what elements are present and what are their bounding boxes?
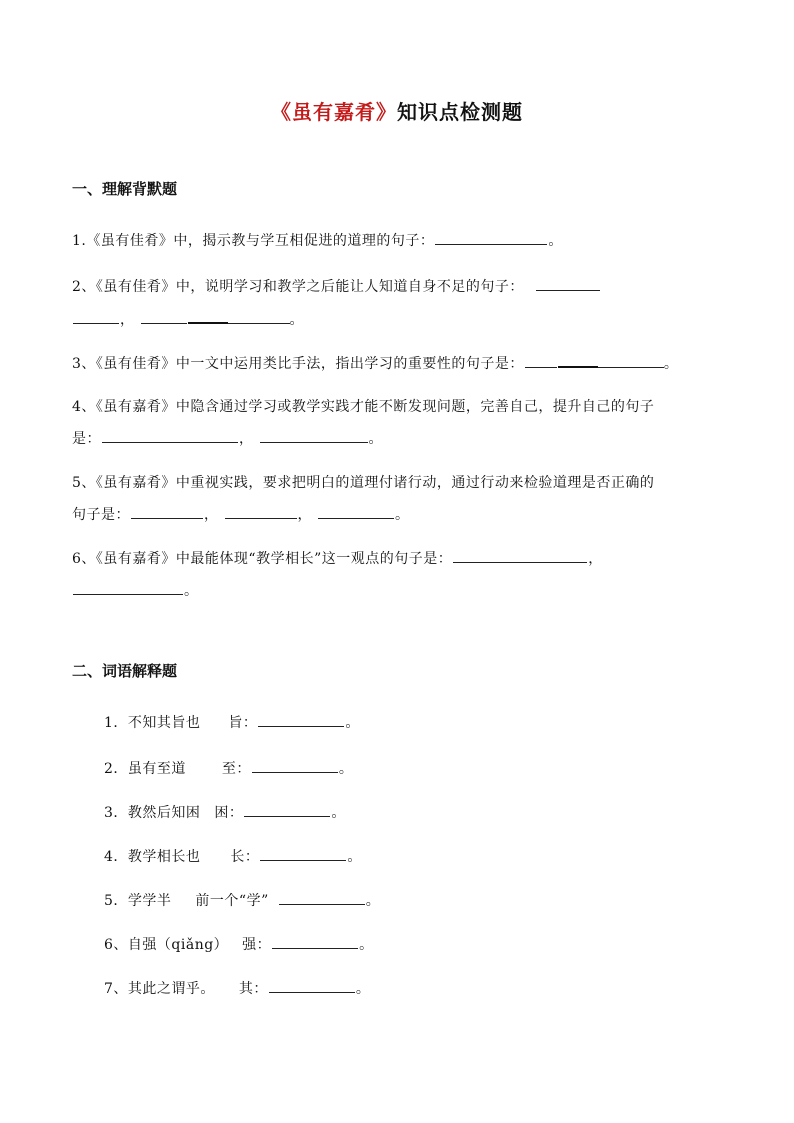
vocab-phrase: 1．不知其旨也 xyxy=(104,715,201,731)
title-rest: 知识点检测题 xyxy=(397,100,523,124)
answer-blank[interactable] xyxy=(102,428,238,443)
question-2-text: 2、《虽有佳肴》中，说明学习和教学之后能让人知道自身不足的句子： xyxy=(72,279,524,295)
question-4-comma: ， xyxy=(239,431,254,447)
question-2-end: 。 xyxy=(289,312,304,328)
vocab-item-6 xyxy=(104,934,374,954)
question-5-comma-2: ， xyxy=(297,507,312,523)
answer-blank[interactable] xyxy=(279,890,365,905)
question-4-line2 xyxy=(72,428,383,448)
answer-blank[interactable] xyxy=(598,353,664,368)
question-6-end: 。 xyxy=(184,583,199,599)
page-title xyxy=(0,96,794,125)
vocab-word: 旨： xyxy=(228,715,258,731)
vocab-item-4 xyxy=(104,846,362,866)
section1-heading: 一、理解背默题 xyxy=(72,180,178,198)
question-3-text: 3、《虽有佳肴》中一文中运用类比手法，指出学习的重要性的句子是： xyxy=(72,356,524,372)
vocab-phrase: 5．学学半 xyxy=(104,893,172,909)
answer-blank[interactable] xyxy=(260,846,346,861)
question-5-line2 xyxy=(72,504,410,524)
vocab-phrase: 3．教然后知困 xyxy=(104,805,201,821)
question-6-line2 xyxy=(72,580,199,600)
answer-blank[interactable] xyxy=(272,934,358,949)
answer-blank[interactable] xyxy=(260,428,368,443)
answer-blank[interactable] xyxy=(435,230,547,245)
vocab-word: 强： xyxy=(242,937,272,953)
question-4-line2-text: 是： xyxy=(72,431,101,447)
answer-blank[interactable] xyxy=(141,309,187,324)
question-5 xyxy=(72,472,654,492)
vocab-phrase: 6、自强（qiǎng） xyxy=(104,937,229,953)
vocab-end: 。 xyxy=(345,715,360,731)
answer-blank[interactable] xyxy=(536,276,600,291)
question-6-comma: ， xyxy=(588,551,603,567)
question-2-line2 xyxy=(72,308,304,329)
question-1-end: 。 xyxy=(548,233,563,249)
question-4-text: 4、《虽有嘉肴》中隐含通过学习或教学实践才能不断发现问题，完善自己，提升自己的句子 xyxy=(72,399,655,415)
answer-blank[interactable] xyxy=(131,504,203,519)
answer-blank[interactable] xyxy=(225,504,297,519)
answer-blank[interactable] xyxy=(318,504,394,519)
question-6-text: 6、《虽有嘉肴》中最能体现“教学相长”这一观点的句子是： xyxy=(72,551,453,567)
vocab-item-1 xyxy=(104,712,360,732)
question-2 xyxy=(72,276,601,296)
question-5-line2-text: 句子是： xyxy=(72,507,130,523)
question-4-end: 。 xyxy=(368,431,383,447)
question-2-comma: ， xyxy=(120,312,135,328)
question-4 xyxy=(72,396,654,416)
question-3 xyxy=(72,352,678,373)
vocab-phrase: 4．教学相长也 xyxy=(104,849,201,865)
answer-blank[interactable] xyxy=(525,353,557,368)
vocab-word: 困： xyxy=(214,805,244,821)
vocab-item-5 xyxy=(104,890,380,910)
vocab-end: 。 xyxy=(331,805,346,821)
question-3-end: 。 xyxy=(663,356,679,372)
question-5-end: 。 xyxy=(395,507,410,523)
vocab-end: 。 xyxy=(347,849,362,865)
title-book-name: 《虽有嘉肴》 xyxy=(271,100,397,124)
vocab-word: 前一个“学” xyxy=(195,893,269,909)
vocab-end: 。 xyxy=(359,937,374,953)
answer-blank[interactable] xyxy=(453,548,587,563)
question-6 xyxy=(72,548,603,568)
vocab-item-7 xyxy=(104,978,370,998)
vocab-word: 至： xyxy=(221,761,251,777)
answer-blank[interactable] xyxy=(188,308,228,324)
vocab-item-2 xyxy=(104,758,353,778)
answer-blank[interactable] xyxy=(252,758,338,773)
vocab-word: 长： xyxy=(230,849,260,865)
answer-blank[interactable] xyxy=(73,309,119,324)
vocab-item-3 xyxy=(104,802,346,822)
vocab-phrase: 7、其此之谓乎。 xyxy=(104,981,215,997)
question-5-text: 5、《虽有嘉肴》中重视实践，要求把明白的道理付诸行动，通过行动来检验道理是否正确的 xyxy=(72,475,655,491)
question-1-text: 1.《虽有佳肴》中，揭示教与学互相促进的道理的句子： xyxy=(72,233,435,249)
question-5-comma-1: ， xyxy=(204,507,219,523)
vocab-end: 。 xyxy=(338,761,354,777)
answer-blank[interactable] xyxy=(269,978,355,993)
vocab-phrase: 2．虽有至道 xyxy=(104,761,186,777)
question-1 xyxy=(72,230,563,250)
vocab-word: 其： xyxy=(238,981,268,997)
answer-blank[interactable] xyxy=(558,352,598,368)
vocab-end: 。 xyxy=(355,981,371,997)
answer-blank[interactable] xyxy=(73,580,183,595)
vocab-end: 。 xyxy=(365,893,381,909)
answer-blank[interactable] xyxy=(244,802,330,817)
answer-blank[interactable] xyxy=(258,712,344,727)
section2-heading: 二、词语解释题 xyxy=(72,662,178,680)
answer-blank[interactable] xyxy=(228,309,290,324)
